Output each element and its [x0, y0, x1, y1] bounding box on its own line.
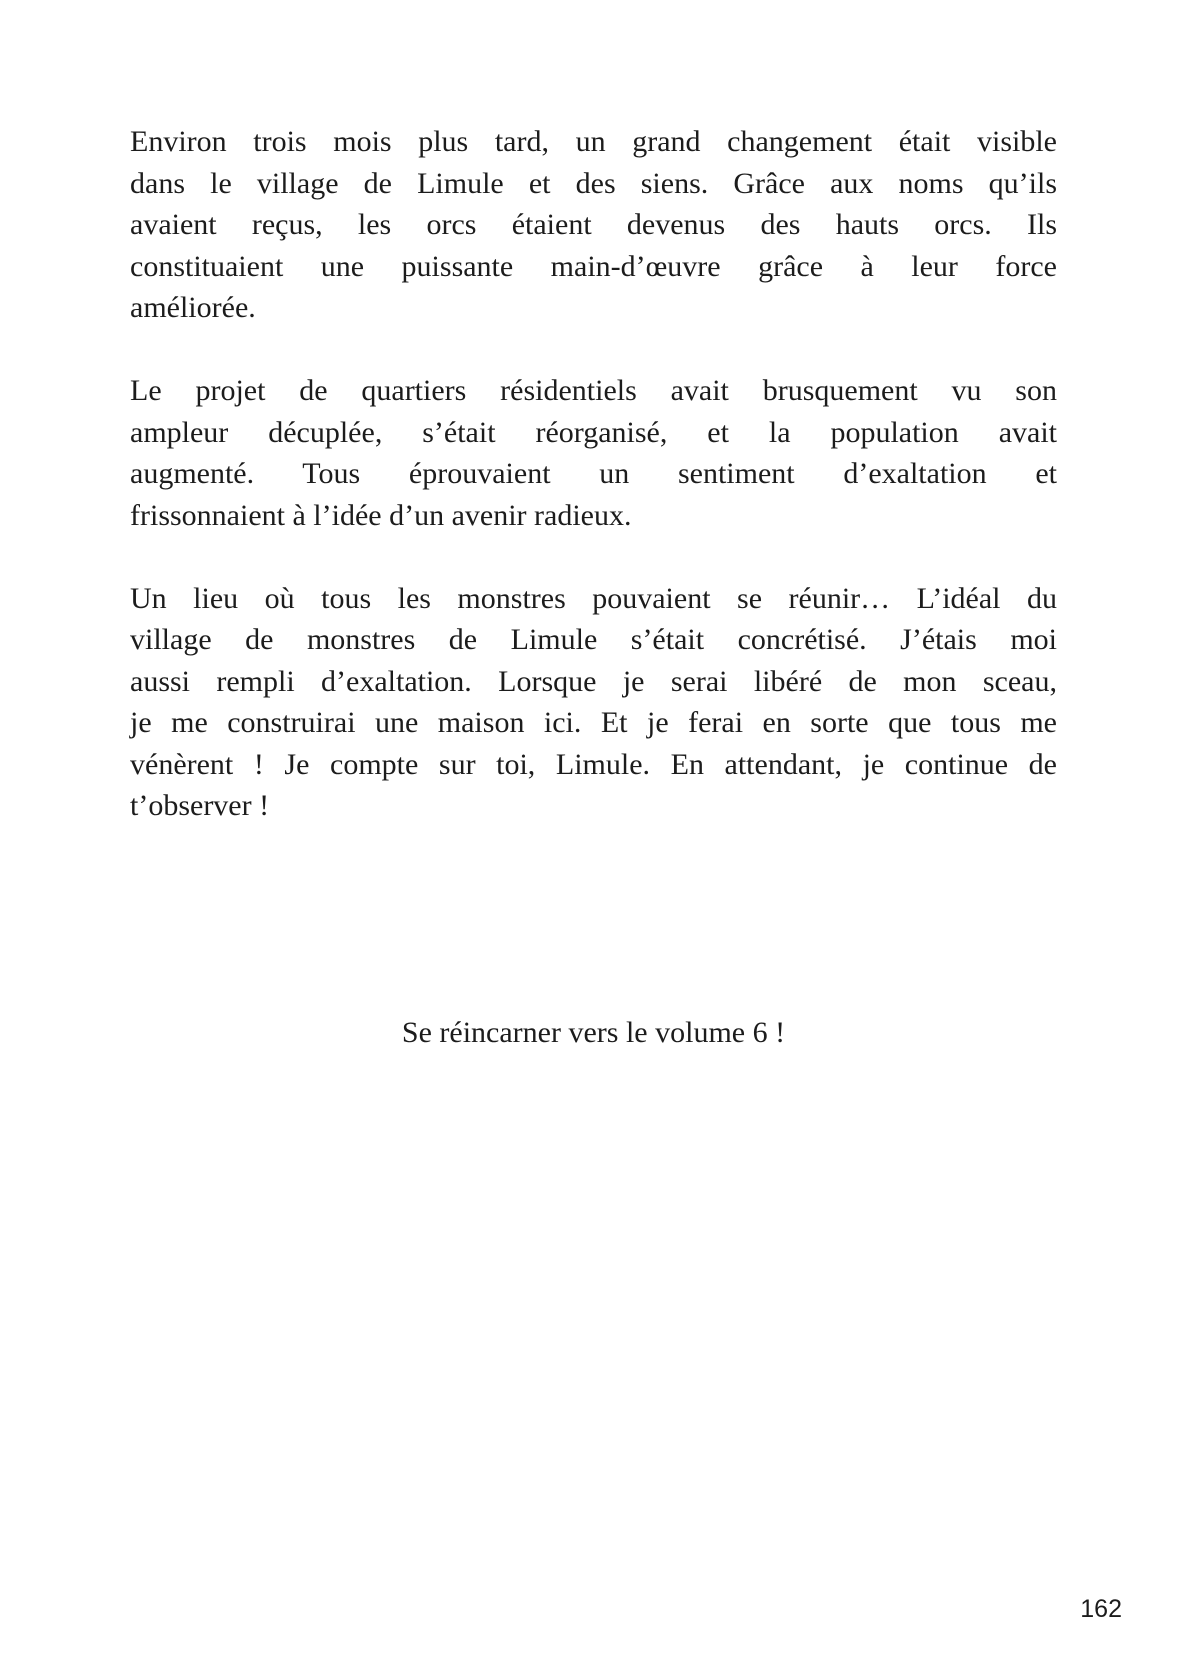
- text-line: je me construirai une maison ici. Et je ferai en sorte que tous me: [130, 706, 1057, 739]
- text-line: Un lieu où tous les monstres pouvaient se réunir… L’idéal du: [130, 581, 1057, 615]
- text-line: frissonnaient à l’idée d’un avenir radieux.: [130, 498, 632, 532]
- volume-teaser-line: Se réincarner vers le volume 6 !: [401, 1015, 786, 1049]
- text-line: dans le village de Limule et des siens. Grâce aux noms qu’ils: [130, 166, 1057, 200]
- text-line: t’observer !: [130, 789, 270, 822]
- text-line: village de monstres de Limule s’était concrétisé. J’étais moi: [130, 623, 1057, 656]
- text-line: ampleur décuplée, s’était réorganisé, et la population avait: [130, 415, 1057, 449]
- paragraph: [130, 578, 1057, 827]
- paragraphs: [130, 121, 1057, 827]
- text-line: améliorée.: [130, 291, 256, 324]
- text-line: augmenté. Tous éprouvaient un sentiment d’exaltation et: [130, 457, 1057, 490]
- text-line: Environ trois mois plus tard, un grand changement était visible: [130, 125, 1057, 158]
- page-number: 162: [1080, 1595, 1122, 1623]
- paragraph: [130, 370, 1057, 536]
- body-text-container: [130, 121, 1057, 1053]
- text-line: aussi rempli d’exaltation. Lorsque je serai libéré de mon sceau,: [130, 664, 1057, 698]
- paragraph: [130, 121, 1057, 329]
- text-line: vénèrent ! Je compte sur toi, Limule. En attendant, je continue de: [130, 747, 1057, 781]
- text-line: avaient reçus, les orcs étaient devenus des hauts orcs. Ils: [130, 208, 1057, 241]
- text-line: Le projet de quartiers résidentiels avait brusquement vu son: [130, 374, 1057, 407]
- text-line: constituaient une puissante main-d’œuvre grâce à leur force: [130, 249, 1057, 283]
